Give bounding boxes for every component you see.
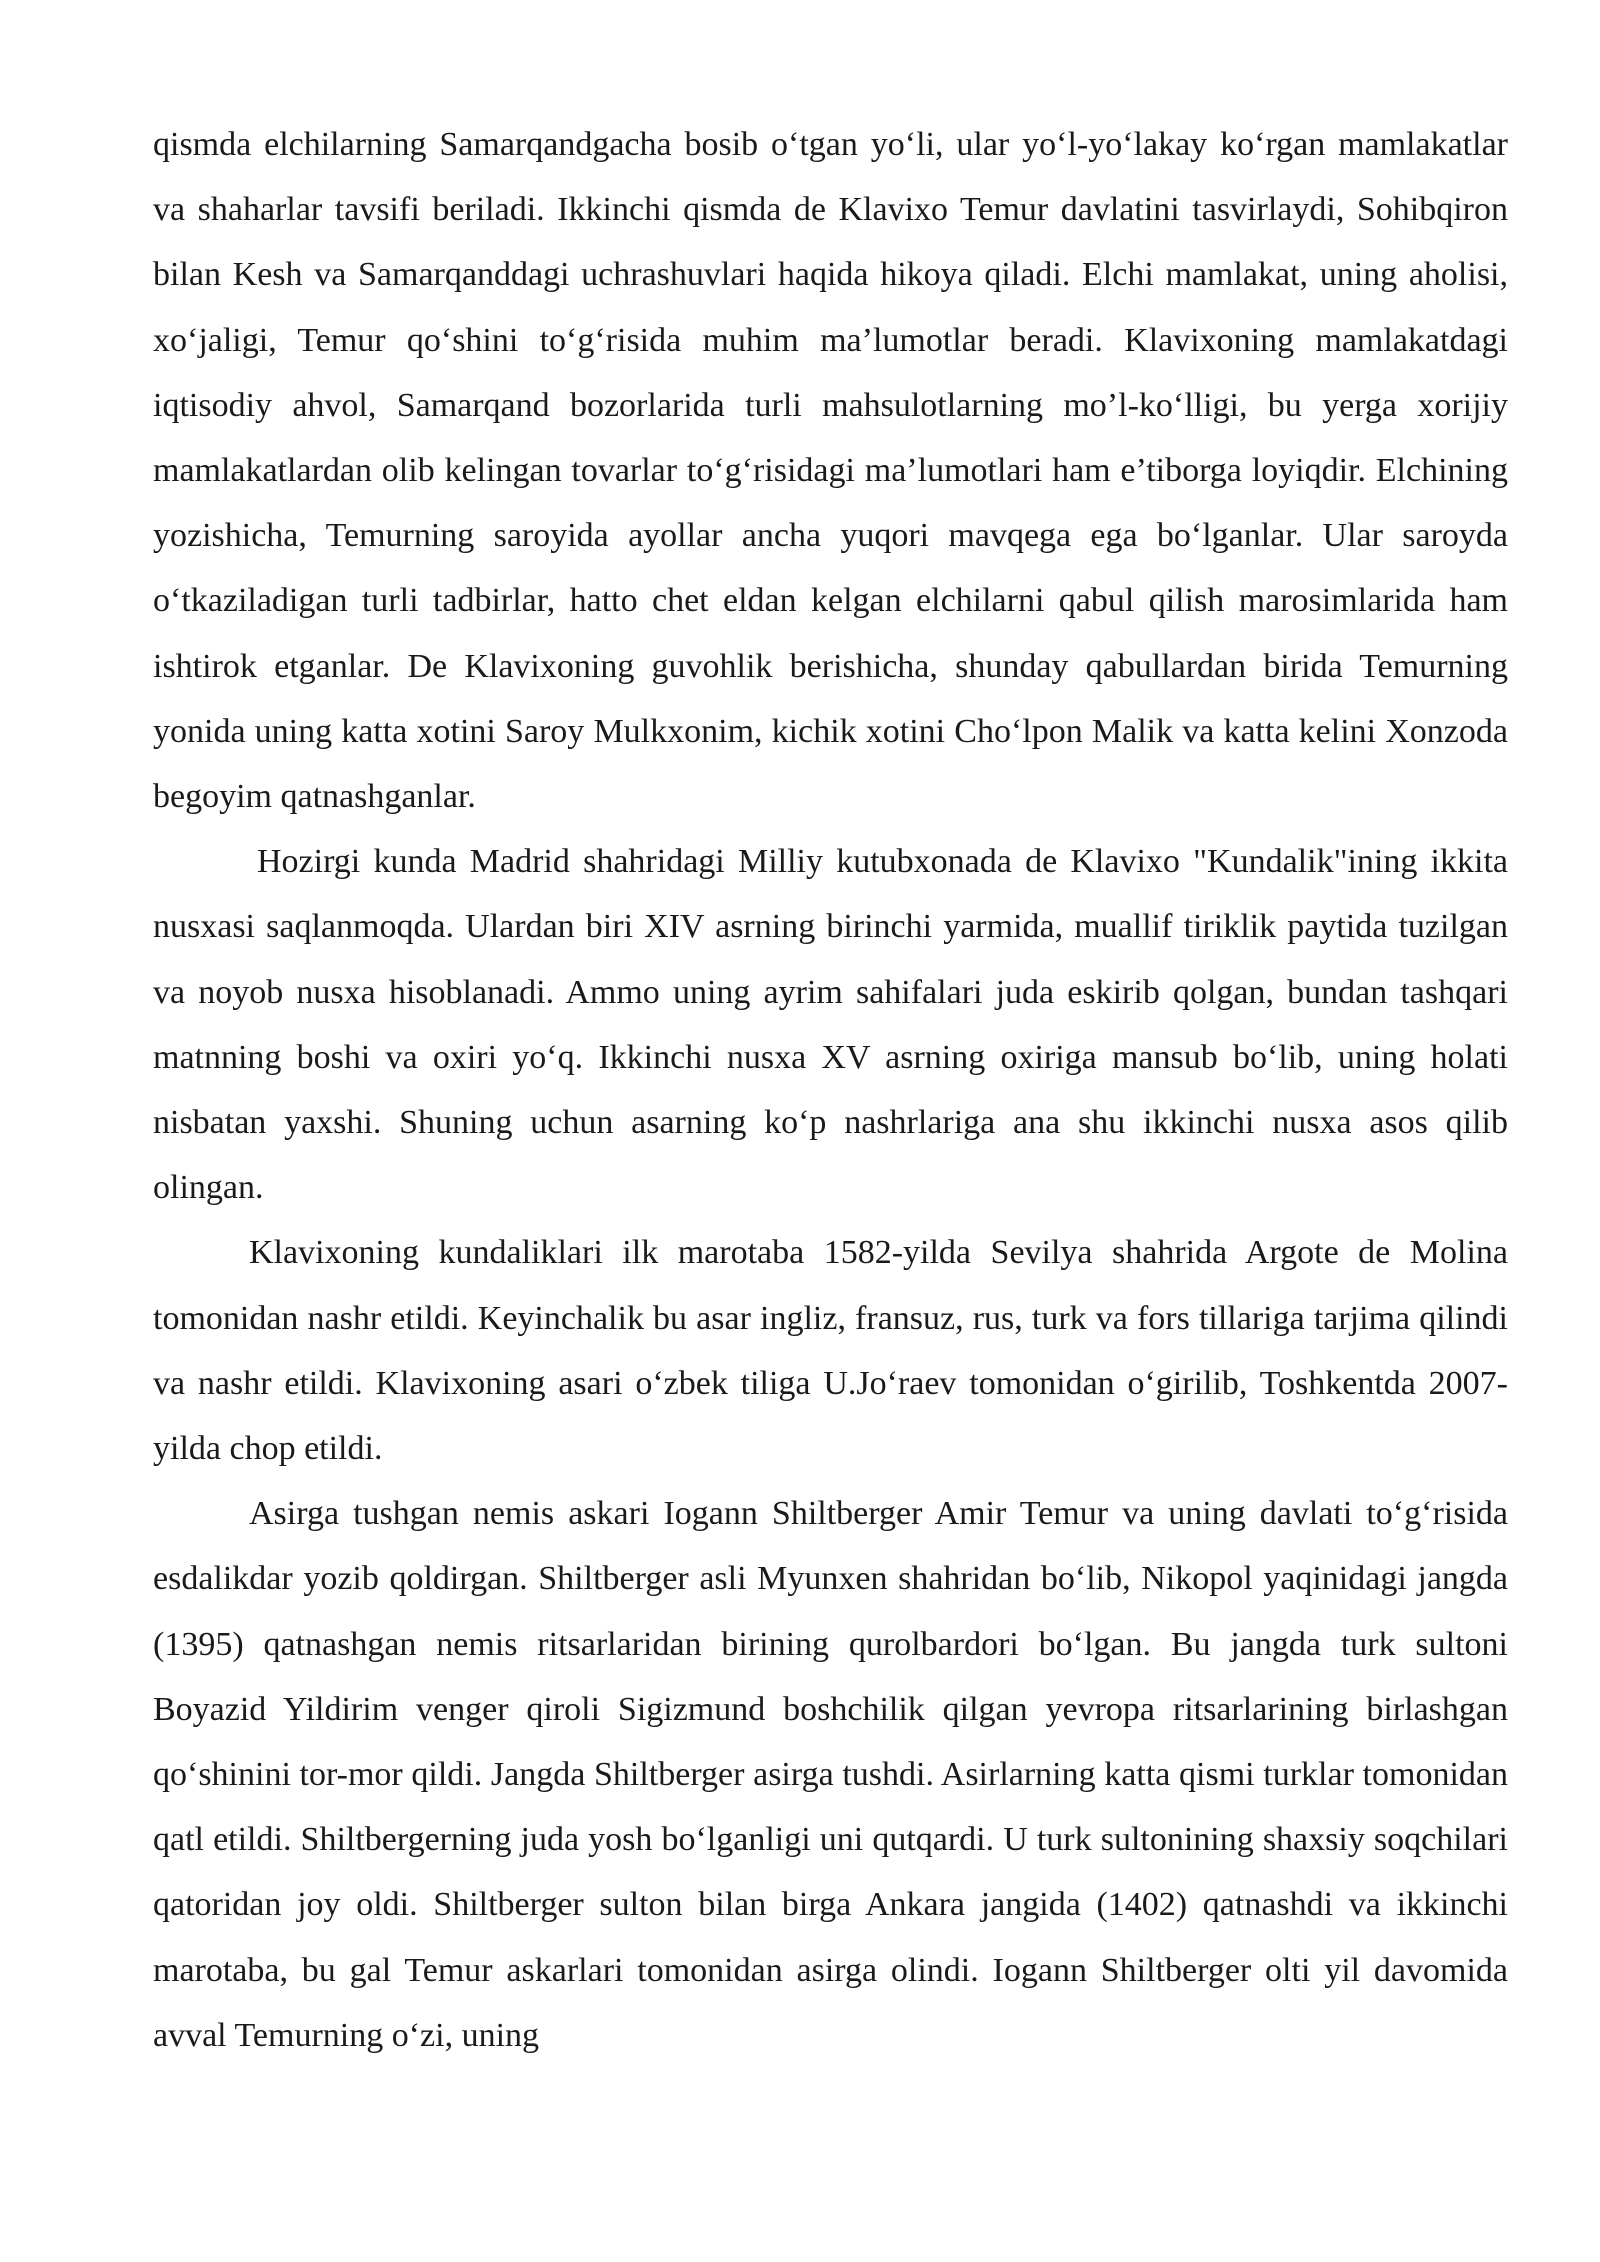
paragraph-3: Klavixoning kundaliklari ilk marotaba 1582-yilda Sevilya shahrida Argote de Molina tomonidan nashr etildi. Keyinchalik bu asar ingliz, fransuz, rus, turk va fors tillariga tarjima qilindi va nashr etildi. Klavixoning asari o‘zbek tiliga U.Jo‘raev tomonidan o‘girilib, Toshkentda 2007-yilda chop etildi.	[153, 1234, 1508, 1468]
paragraph-2: Hozirgi kunda Madrid shahridagi Milliy kutubxonada de Klavixo "Kundalik"ining ikkita nusxasi saqlanmoqda. Ulardan biri XIV asrning birinchi yarmida, muallif tiriklik paytida tuzilgan va noyob nusxa hisoblanadi. Ammo uning ayrim sahifalari juda eskirib qolgan, bundan tashqari matnning boshi va oxiri yo‘q. Ikkinchi nusxa XV asrning oxiriga mansub bo‘lib, uning holati nisbatan yaxshi. Shuning uchun asarning ko‘p nashrlariga ana shu ikkinchi nusxa asos qilib olingan.	[153, 843, 1508, 1207]
paragraph-1: qismda elchilarning Samarqandgacha bosib o‘tgan yo‘li, ular yo‘l-yo‘lakay ko‘rgan mamlakatlar va shaharlar tavsifi beriladi. Ikkinchi qismda de Klavixo Temur davlatini tasvirlaydi, Sohibqiron bilan Kesh va Samarqanddagi uchrashuvlari haqida hikoya qiladi. Elchi mamlakat, uning aholisi, xo‘jaligi, Temur qo‘shini to‘g‘risida muhim ma’lumotlar beradi. Klavixoning mamlakatdagi iqtisodiy ahvol, Samarqand bozorlarida turli mahsulotlarning mo’l-ko‘lligi, bu yerga xorijiy mamlakatlardan olib kelingan tovarlar to‘g‘risidagi ma’lumotlari ham e’tiborga loyiqdir. Elchining yozishicha, Temurning saroyida ayollar ancha yuqori mavqega ega bo‘lganlar. Ular saroyda o‘tkaziladigan turli tadbirlar, hatto chet eldan kelgan elchilarni qabul qilish marosimlarida ham ishtirok etganlar. De Klavixoning guvohlik berishicha, shunday qabullardan birida Temurning yonida uning katta xotini Saroy Mulkxonim, kichik xotini Cho‘lpon Malik va katta kelini Xonzoda begoyim qatnashganlar.	[153, 126, 1508, 816]
document-body	[153, 112, 1508, 2068]
paragraph-4: Asirga tushgan nemis askari Iogann Shiltberger Amir Temur va uning davlati to‘g‘risida esdalikdar yozib qoldirgan. Shiltberger asli Myunxen shahridan bo‘lib, Nikopol yaqinidagi jangda (1395) qatnashgan nemis ritsarlaridan birining qurolbardori bo‘lgan. Bu jangda turk sultoni Boyazid Yildirim venger qiroli Sigizmund boshchilik qilgan yevropa ritsarlarining birlashgan qo‘shinini tor-mor qildi. Jangda Shiltberger asirga tushdi. Asirlarning katta qismi turklar tomonidan qatl etildi. Shiltbergerning juda yosh bo‘lganligi uni qutqardi. U turk sultonining shaxsiy soqchilari qatoridan joy oldi. Shiltberger sulton bilan birga Ankara jangida (1402) qatnashdi va ikkinchi marotaba, bu gal Temur askarlari tomonidan asirga olindi. Iogann Shiltberger olti yil davomida avval Temurning o‘zi, uning	[153, 1495, 1508, 2054]
